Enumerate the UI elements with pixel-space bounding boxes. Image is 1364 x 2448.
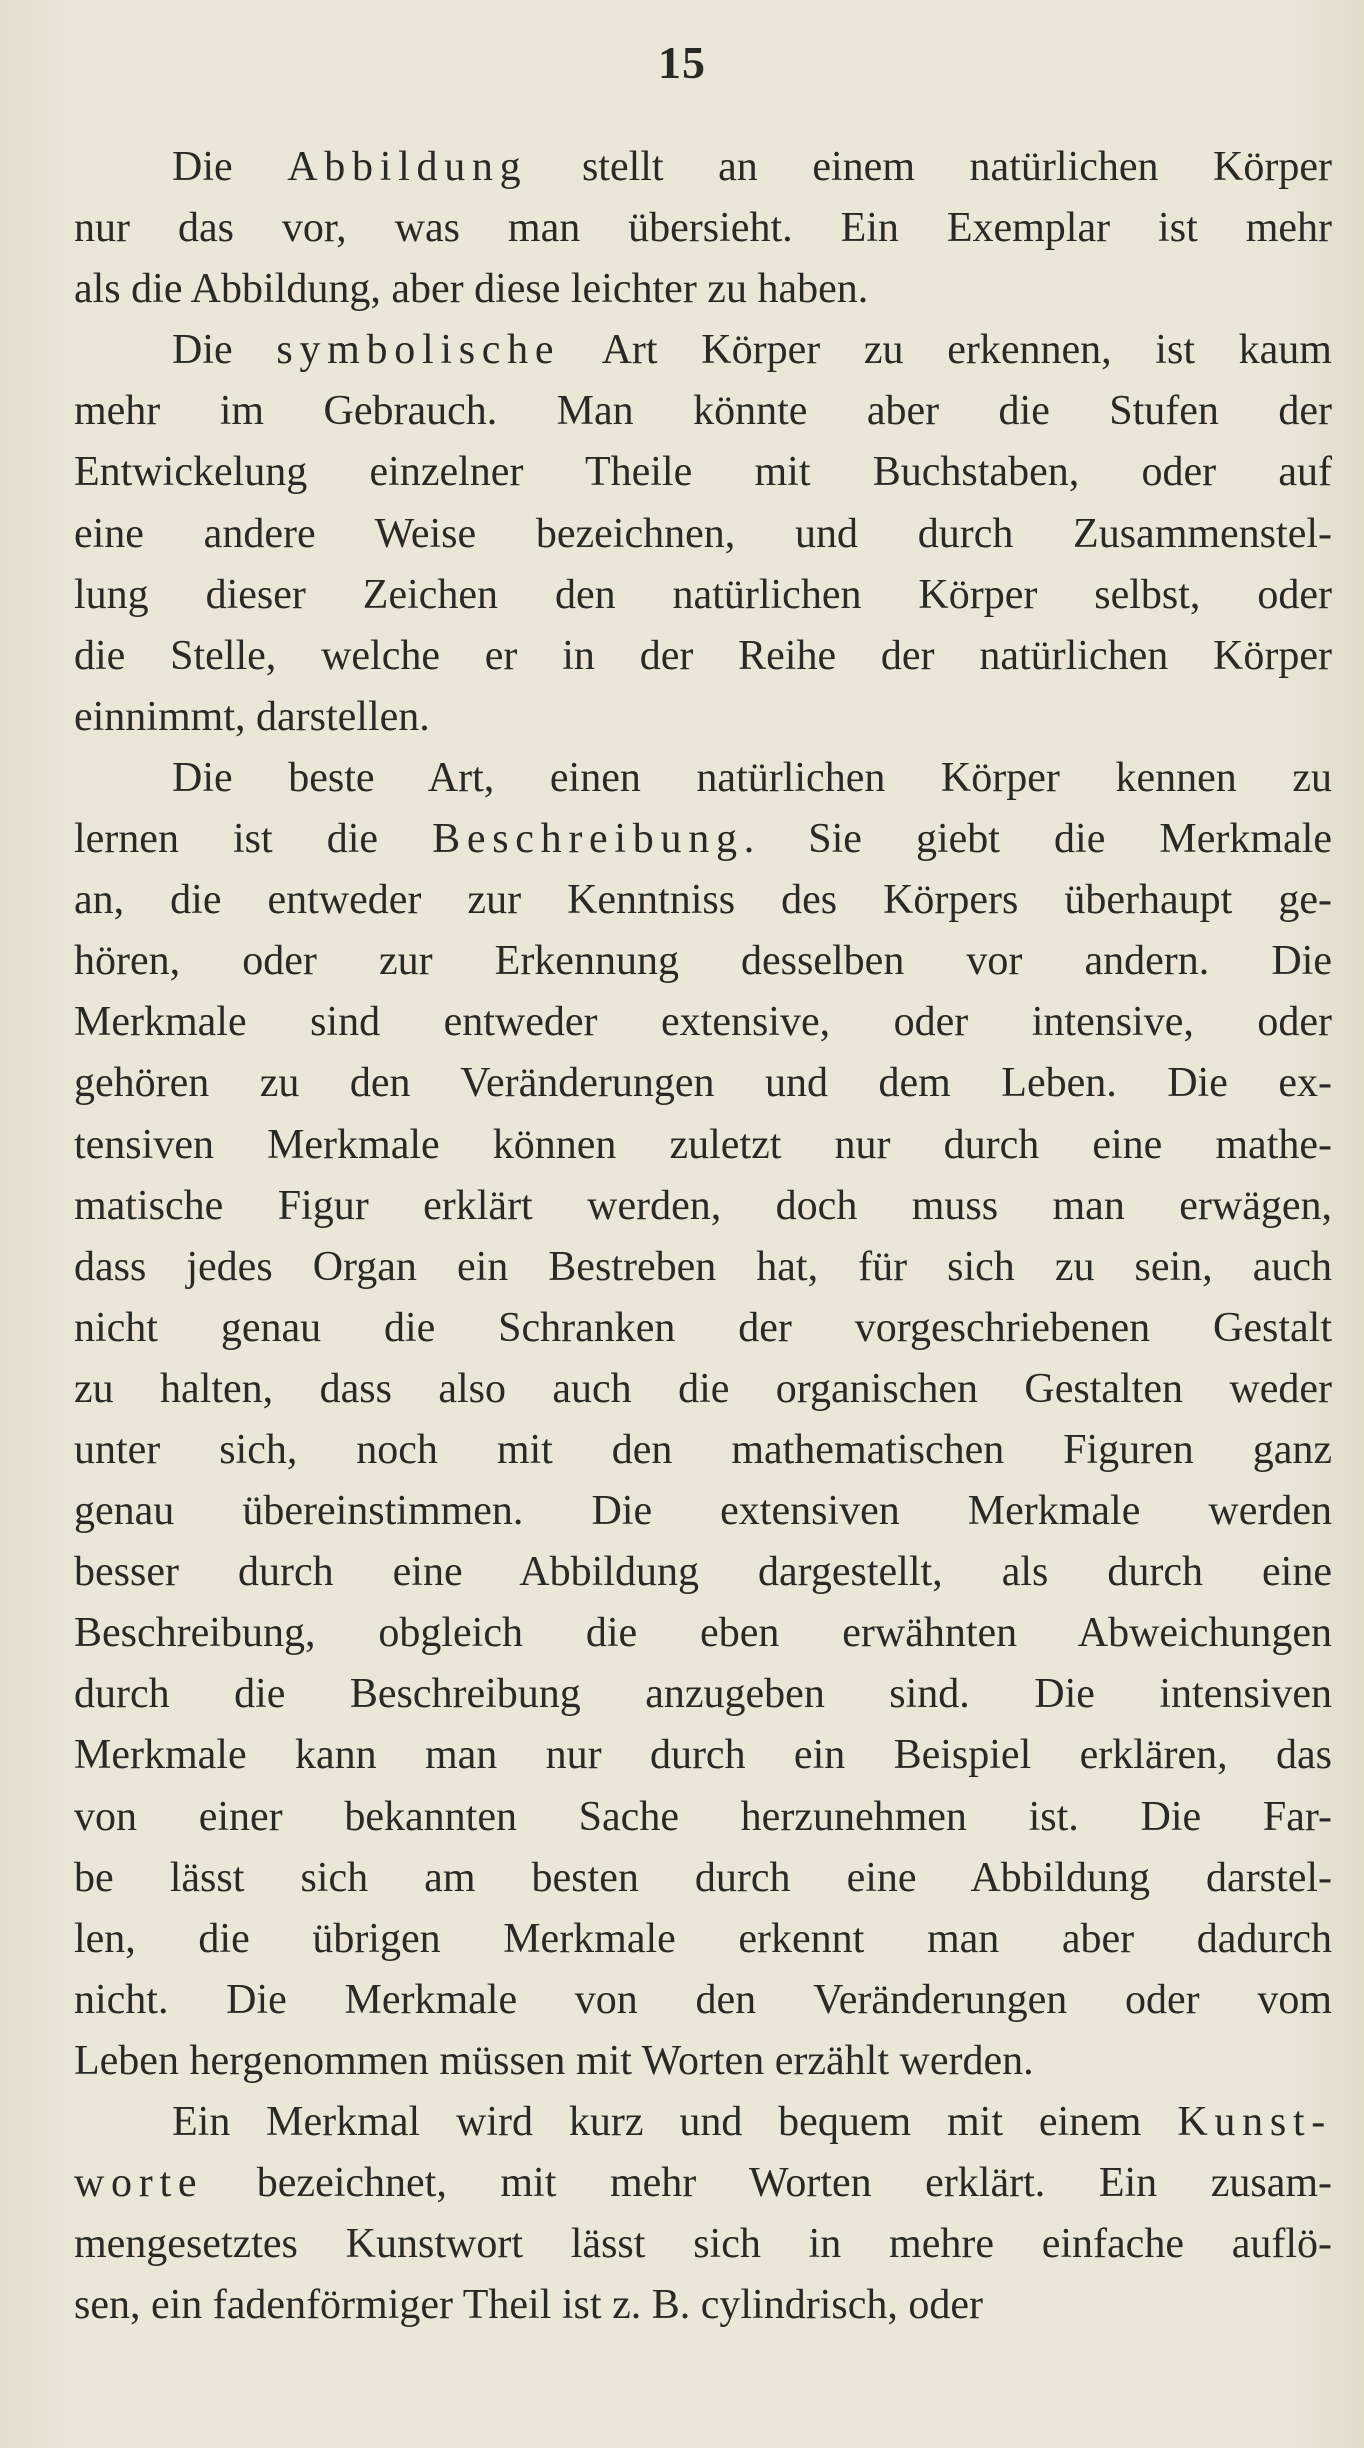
text-line [74, 565, 1332, 626]
text-segment: Merkmale kann man nur durch ein Beispiel erklären, das [74, 1732, 1332, 1779]
text-line [74, 504, 1332, 565]
text-line [74, 137, 1332, 198]
text-line [74, 381, 1332, 442]
text-segment: Beschreibung, obgleich die eben erwähnten Abweichungen [74, 1610, 1332, 1657]
text-segment: zu halten, dass also auch die organischen Gestalten weder [74, 1365, 1332, 1412]
text-segment: Art Körper zu erkennen, ist kaum [560, 327, 1332, 374]
text-segment: stellt an einem natürlichen Körper [527, 144, 1332, 190]
text-segment: Leben hergenommen müssen mit Worten erzählt werden. [74, 2037, 1034, 2084]
text-segment: tensiven Merkmale können zuletzt nur durch eine mathe- [74, 1121, 1332, 1168]
text-segment: durch die Beschreibung anzugeben sind. Die intensiven [74, 1671, 1332, 1718]
text-segment: nicht genau die Schranken der vorgeschriebenen Gestalt [74, 1304, 1332, 1351]
text-line [74, 1481, 1332, 1542]
spaced-emphasis: worte [74, 2160, 204, 2207]
text-line [74, 259, 1332, 320]
text-segment: genau übereinstimmen. Die extensiven Merkmale werden [74, 1488, 1332, 1535]
body-text [74, 137, 1332, 2336]
text-line [74, 2153, 1332, 2214]
text-segment: bezeichnet, mit mehr Worten erklärt. Ein zusam- [203, 2160, 1332, 2207]
text-segment: len, die übrigen Merkmale erkennt man aber dadurch [74, 1915, 1332, 1962]
spaced-emphasis: symbolische [276, 327, 561, 374]
text-segment: matische Figur erklärt werden, doch muss man erwägen, [74, 1182, 1332, 1229]
text-line [74, 2092, 1332, 2153]
text-line [74, 442, 1332, 503]
text-line [74, 1542, 1332, 1603]
text-segment: hören, oder zur Erkennung desselben vor andern. Die [74, 938, 1332, 985]
text-line [74, 198, 1332, 259]
text-segment: Die [172, 327, 277, 374]
text-segment: eine andere Weise bezeichnen, und durch Zusammenstel- [74, 510, 1332, 557]
text-line [74, 1359, 1332, 1420]
text-line [74, 687, 1332, 748]
text-line [74, 1115, 1332, 1176]
text-line [74, 992, 1332, 1053]
text-segment: nur das vor, was man übersieht. Ein Exemplar ist mehr [74, 205, 1332, 252]
text-line [74, 2275, 1332, 2336]
text-line [74, 1725, 1332, 1786]
text-segment: lernen ist die [74, 816, 433, 863]
text-segment: Die beste Art, einen natürlichen Körper kennen zu [172, 754, 1332, 801]
text-segment: als die Abbildung, aber diese leichter zu haben. [74, 266, 869, 313]
text-line [74, 931, 1332, 992]
text-line [74, 1420, 1332, 1481]
text-line [74, 870, 1332, 931]
text-segment: von einer bekannten Sache herzunehmen ist. Die Far- [74, 1793, 1332, 1840]
text-line [74, 1970, 1332, 2031]
spaced-emphasis: Kunst- [1177, 2099, 1332, 2145]
text-line [74, 1603, 1332, 1664]
text-segment: Entwickelung einzelner Theile mit Buchstaben, oder auf [74, 449, 1332, 496]
text-line [74, 809, 1332, 870]
text-segment: Merkmale sind entweder extensive, oder intensive, oder [74, 999, 1332, 1046]
text-segment: . Sie giebt die Merkmale [743, 816, 1332, 863]
text-segment: Ein Merkmal wird kurz und bequem mit einem [172, 2099, 1178, 2145]
text-segment: unter sich, noch mit den mathematischen Figuren ganz [74, 1426, 1332, 1473]
text-line [74, 626, 1332, 687]
text-line [74, 1237, 1332, 1298]
text-segment: be lässt sich am besten durch eine Abbildung darstel- [74, 1854, 1332, 1901]
text-line [74, 1176, 1332, 1237]
text-segment: dass jedes Organ ein Bestreben hat, für sich zu sein, auch [74, 1243, 1332, 1290]
text-segment: lung dieser Zeichen den natürlichen Körper selbst, oder [74, 571, 1332, 618]
text-line [74, 320, 1332, 381]
text-segment: mehr im Gebrauch. Man könnte aber die Stufen der [74, 388, 1332, 435]
text-line [74, 1787, 1332, 1848]
text-segment: mengesetztes Kunstwort lässt sich in mehre einfache auflö- [74, 2221, 1332, 2268]
spaced-emphasis: Beschreibung [432, 816, 744, 863]
text-segment: gehören zu den Veränderungen und dem Leben. Die ex- [74, 1060, 1332, 1107]
text-line [74, 1664, 1332, 1725]
text-line [74, 1298, 1332, 1359]
page-number: 15 [658, 37, 706, 88]
text-line [74, 2031, 1332, 2092]
text-line [74, 1909, 1332, 1970]
text-segment: Die [172, 144, 288, 190]
text-line [74, 748, 1332, 809]
text-line [74, 1848, 1332, 1909]
text-segment: sen, ein fadenförmiger Theil ist z. B. cylindrisch, oder [74, 2282, 983, 2329]
text-segment: einnimmt, darstellen. [74, 693, 430, 740]
spaced-emphasis: Abbildung [287, 144, 528, 190]
text-line [74, 2214, 1332, 2275]
text-segment: an, die entweder zur Kenntniss des Körpers überhaupt ge- [74, 877, 1332, 924]
text-segment: die Stelle, welche er in der Reihe der natürlichen Körper [74, 632, 1332, 679]
text-line [74, 1053, 1332, 1114]
text-segment: besser durch eine Abbildung dargestellt, als durch eine [74, 1549, 1332, 1596]
text-segment: nicht. Die Merkmale von den Veränderungen oder vom [74, 1976, 1332, 2023]
